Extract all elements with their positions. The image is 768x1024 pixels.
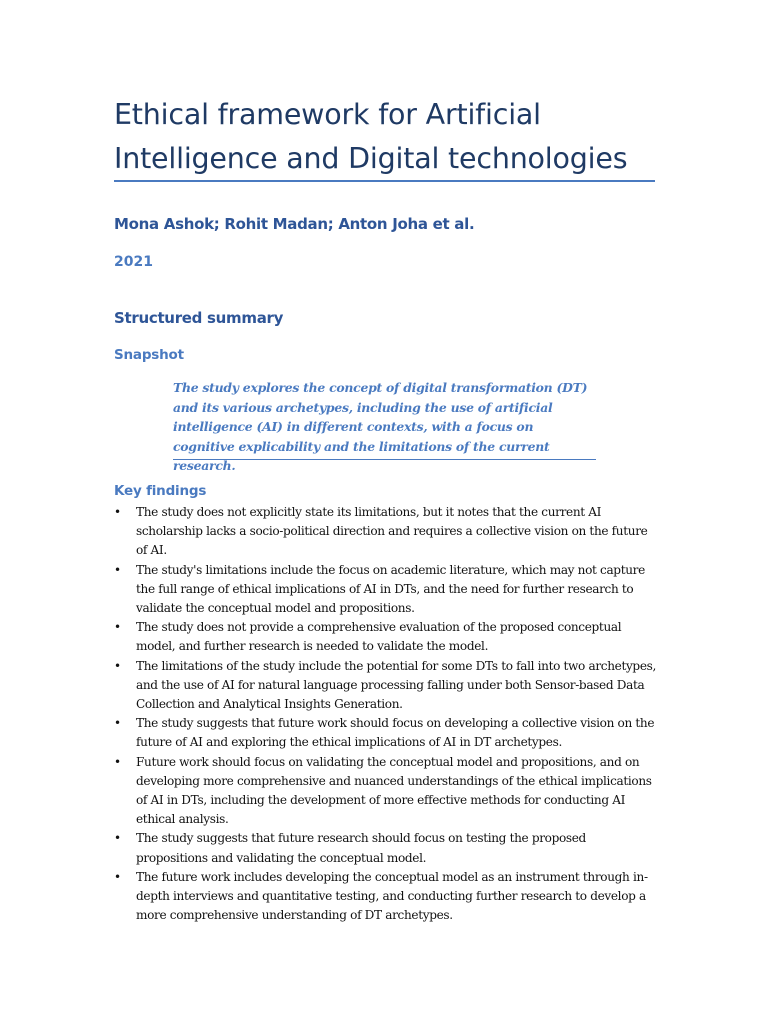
key-finding-text: The future work includes developing the conceptual model as an instrument through in-depth interviews and quantitative testing, and conducting further research to develop a more comprehensive understanding of DT archetypes. — [136, 869, 648, 923]
key-finding-text: The study suggests that future work should focus on developing a collective vision on the future of AI and exploring the ethical implications of AI in DT archetypes. — [136, 716, 655, 750]
key-finding-text: The study suggests that future research should focus on testing the proposed propositions and validating the conceptual model. — [136, 831, 586, 865]
key-finding-item — [114, 561, 659, 619]
key-finding-text: The limitations of the study include the potential for some DTs to fall into two archetypes, and the use of AI for natural language processing falling under both Sensor-based Data Collection and Analytical Insights Generation. — [136, 658, 656, 712]
bullet-icon: • — [114, 505, 121, 519]
key-finding-item — [114, 868, 659, 926]
bullet-icon: • — [114, 831, 121, 846]
key-finding-text: The study does not provide a comprehensive evaluation of the proposed conceptual model, and further research is needed to validate the model. — [136, 620, 622, 654]
key-finding-item — [114, 829, 659, 867]
bullet-icon: • — [114, 716, 121, 731]
document-title: Ethical framework for Artificial Intelligence and Digital technologies — [114, 98, 628, 175]
title-underline — [114, 180, 655, 182]
key-finding-item — [114, 714, 659, 752]
bullet-icon: • — [114, 869, 121, 884]
bullet-icon: • — [114, 754, 121, 769]
bullet-icon: • — [114, 620, 121, 635]
key-finding-item — [114, 503, 659, 561]
key-findings-list — [114, 503, 659, 925]
key-finding-item — [114, 657, 659, 715]
snapshot-heading: Snapshot — [114, 347, 184, 363]
snapshot-quote: The study explores the concept of digital transformation (DT) and its various archetypes, including the use of artificial intelligence (AI) in different contexts, with a focus on cognitive explicability and the limitations of the current research. — [173, 380, 588, 473]
snapshot-quote-underline — [173, 459, 596, 460]
key-findings-heading: Key findings — [114, 483, 207, 499]
key-finding-item — [114, 753, 659, 830]
bullet-icon: • — [114, 658, 121, 673]
key-finding-text: The study does not explicitly state its limitations, but it notes that the current AI scholarship lacks a socio-political direction and requires a collective vision on the future of AI. — [136, 505, 648, 558]
key-finding-item — [114, 618, 659, 656]
bullet-icon: • — [114, 562, 121, 577]
key-finding-text: The study's limitations include the focus on academic literature, which may not capture the full range of ethical implications of AI in DTs, and the need for further research to validate the conceptual model and propositions. — [136, 562, 645, 616]
structured-summary-heading: Structured summary — [114, 309, 284, 327]
authors-line: Mona Ashok; Rohit Madan; Anton Joha et al. — [114, 215, 475, 233]
publication-year: 2021 — [114, 254, 153, 270]
key-finding-text: Future work should focus on validating the conceptual model and propositions, and on developing more comprehensive and nuanced understandings of the ethical implications of AI in DTs, including the development of more effective methods for conducting AI ethical analysis. — [136, 754, 652, 827]
